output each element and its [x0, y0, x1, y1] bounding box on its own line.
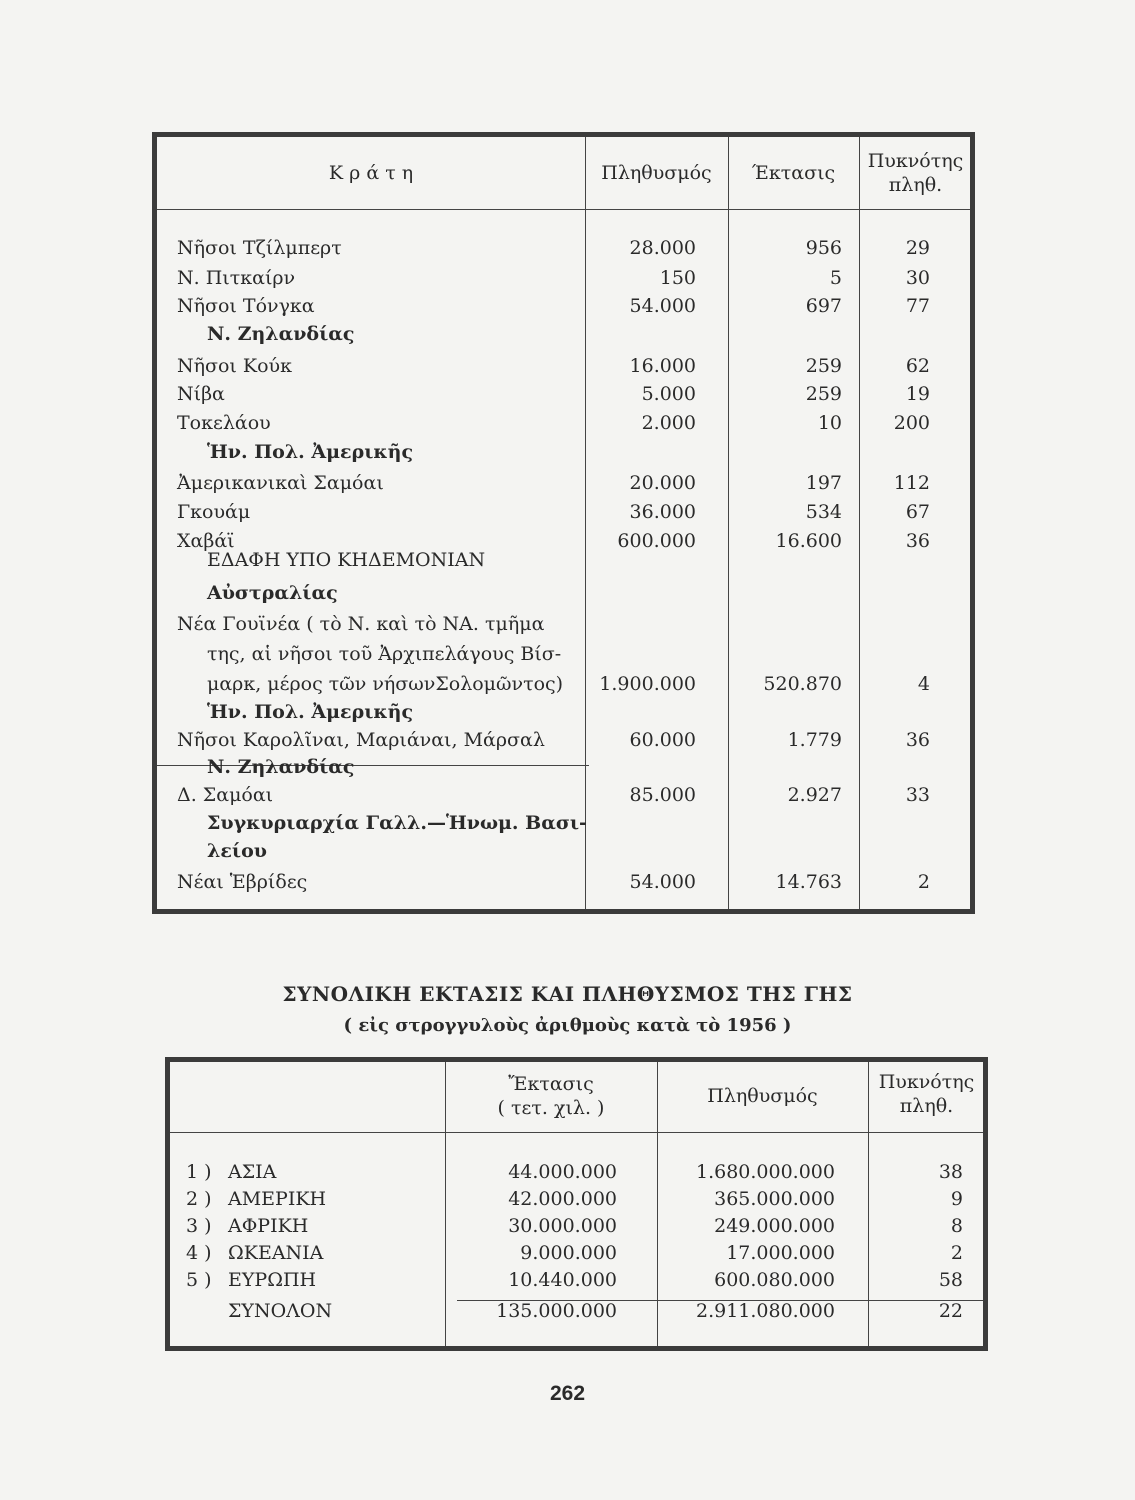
- carolines-name: Νῆσοι Καρολῖναι, Μαριάναι, Μάρσαλ: [177, 729, 545, 751]
- header-density-line1: Πυκνότης: [878, 1071, 975, 1093]
- header-area: [445, 1072, 657, 1120]
- row-population: 600.080.000: [714, 1269, 835, 1291]
- carolines-density: 36: [905, 729, 930, 751]
- row-density: 58: [938, 1269, 963, 1291]
- row-name: Τοκελάου: [177, 412, 271, 434]
- row-population: 2.000: [641, 412, 696, 434]
- row-area: 42.000.000: [508, 1188, 617, 1210]
- row-area: 259: [805, 355, 842, 377]
- row-name: Νῆσοι Κούκ: [177, 355, 292, 377]
- row-density: 2: [950, 1242, 963, 1264]
- row-density: 112: [893, 472, 930, 494]
- world-totals-table: [165, 1057, 988, 1351]
- row-area: 5: [829, 267, 842, 289]
- header-density-line2: πληθ.: [888, 174, 943, 196]
- row-area: 16.600: [775, 530, 842, 552]
- hebrides-name: Νέαι Ἑβρίδες: [177, 871, 308, 893]
- newguinea-area: 520.870: [763, 673, 842, 695]
- header-area-line2: ( τετ. χιλ. ): [497, 1097, 605, 1119]
- newguinea-line2: της, αἱ νῆσοι τοῦ Ἀρχιπελάγους Βίσ-: [207, 643, 562, 665]
- header-density-line2: πληθ.: [899, 1095, 954, 1117]
- total-row: [170, 1298, 983, 1324]
- wsamoa-population: 85.000: [629, 784, 696, 806]
- row-continent: ΑΦΡΙΚΗ: [228, 1215, 309, 1237]
- row-population: 36.000: [629, 501, 696, 523]
- newguinea-line1: Νέα Γουϊνέα ( τὸ Ν. καὶ τὸ ΝΑ. τμῆμα: [177, 613, 545, 635]
- hebrides-population: 54.000: [629, 871, 696, 893]
- row-name: Ν. Ζηλανδίας: [207, 323, 355, 345]
- table-row: [170, 1213, 983, 1239]
- row-number: 1 ): [186, 1161, 212, 1183]
- table-row: [157, 380, 970, 408]
- row-density: 8: [950, 1215, 963, 1237]
- row-density: 67: [905, 501, 930, 523]
- row-area: 9.000.000: [520, 1242, 617, 1264]
- row-population: 1.680.000.000: [695, 1161, 835, 1183]
- table-row: [170, 1186, 983, 1212]
- row-area: 10: [817, 412, 842, 434]
- carolines-area: 1.779: [787, 729, 842, 751]
- header-population: Πληθυσμός: [707, 1085, 818, 1107]
- row-area: 534: [805, 501, 842, 523]
- table-row: [157, 469, 970, 497]
- row-name: Νῆσοι Τζίλμπερτ: [177, 237, 342, 259]
- newguinea-line3: μαρκ, μέρος τῶν νήσωνΣολομῶντος): [207, 673, 564, 695]
- row-population: 600.000: [617, 530, 696, 552]
- row-continent: ΩΚΕΑΝΙΑ: [228, 1242, 324, 1264]
- table-row: [157, 234, 970, 262]
- row-area: 956: [805, 237, 842, 259]
- row-density: 19: [905, 383, 930, 405]
- row-population: 150: [659, 267, 696, 289]
- row-density: 29: [905, 237, 930, 259]
- table-row: [157, 292, 970, 320]
- row-population: 20.000: [629, 472, 696, 494]
- trust-territories-title: ΕΔΑΦΗ ΥΠΟ ΚΗΔΕΜΟΝΙΑΝ: [207, 549, 486, 571]
- row-name: Νίβα: [177, 383, 225, 405]
- row-area: 44.000.000: [508, 1161, 617, 1183]
- row-density: 36: [905, 530, 930, 552]
- table-row: [170, 1159, 983, 1185]
- section-australia: Αὐστραλίας: [207, 582, 338, 604]
- row-number: 4 ): [186, 1242, 212, 1264]
- row-density: 9: [950, 1188, 963, 1210]
- carolines-population: 60.000: [629, 729, 696, 751]
- row-density: 62: [905, 355, 930, 377]
- header-area-line1: Ἔκτασις: [508, 1073, 594, 1095]
- header-density-line1: Πυκνότης: [867, 150, 964, 172]
- header-country: Κ ρ ά τ η: [328, 162, 414, 184]
- header-divider: [170, 1132, 983, 1133]
- row-population: 17.000.000: [726, 1242, 835, 1264]
- total-density: 22: [938, 1300, 963, 1322]
- row-name: Ν. Πιτκαίρν: [177, 267, 296, 289]
- row-continent: ΑΜΕΡΙΚΗ: [228, 1188, 327, 1210]
- row-population: 28.000: [629, 237, 696, 259]
- row-density: 77: [905, 295, 930, 317]
- row-population: 5.000: [641, 383, 696, 405]
- hebrides-density: 2: [917, 871, 930, 893]
- newguinea-population: 1.900.000: [599, 673, 696, 695]
- header-divider: [157, 209, 970, 210]
- row-population: 365.000.000: [714, 1188, 835, 1210]
- section-nz-2: Ν. Ζηλανδίας: [207, 756, 355, 778]
- total-population: 2.911.080.000: [695, 1300, 835, 1322]
- territories-table: [152, 132, 975, 914]
- table-row: [157, 264, 970, 292]
- total-label: ΣΥΝΟΛΟΝ: [228, 1300, 333, 1322]
- table-row: [157, 352, 970, 380]
- table-row: [170, 1240, 983, 1266]
- newguinea-density: 4: [917, 673, 930, 695]
- table-row: [157, 438, 970, 466]
- row-area: 259: [805, 383, 842, 405]
- header-density: [868, 1070, 985, 1118]
- row-name: Γκουάμ: [177, 501, 251, 523]
- table-row: [157, 409, 970, 437]
- wsamoa-area: 2.927: [787, 784, 842, 806]
- row-area: 197: [805, 472, 842, 494]
- row-continent: ΑΣΙΑ: [228, 1161, 277, 1183]
- row-number: 3 ): [186, 1215, 212, 1237]
- row-population: 249.000.000: [714, 1215, 835, 1237]
- header-area: Έκτασις: [751, 162, 836, 184]
- row-name: Χαβάϊ: [177, 530, 235, 552]
- table-row: [170, 1267, 983, 1293]
- table-row: [157, 320, 970, 348]
- row-number: 2 ): [186, 1188, 212, 1210]
- row-continent: ΕΥΡΩΠΗ: [228, 1269, 317, 1291]
- row-name: Ἀμερικανικαὶ Σαμόαι: [177, 472, 384, 494]
- header-density: [859, 149, 972, 197]
- row-density: 30: [905, 267, 930, 289]
- section-usa-2: Ἡν. Πολ. Ἀμερικῆς: [207, 701, 414, 723]
- row-area: 10.440.000: [508, 1269, 617, 1291]
- section-heading: ΣΥΝΟΛΙΚΗ ΕΚΤΑΣΙΣ ΚΑΙ ΠΛΗΘΥΣΜΟΣ ΤΗΣ ΓΗΣ: [282, 982, 853, 1006]
- page-number: 262: [549, 1382, 586, 1405]
- row-name: Νῆσοι Τόνγκα: [177, 295, 315, 317]
- row-density: 200: [893, 412, 930, 434]
- table-row: [157, 498, 970, 526]
- row-density: 38: [938, 1161, 963, 1183]
- condominium-line2: λείου: [207, 840, 267, 862]
- wsamoa-name: Δ. Σαμόαι: [177, 784, 274, 806]
- row-area: 697: [805, 295, 842, 317]
- wsamoa-density: 33: [905, 784, 930, 806]
- section-subheading: ( εἰς στρογγυλοὺς ἀριθμοὺς κατὰ τὸ 1956 ): [343, 1015, 792, 1036]
- header-population: Πληθυσμός: [601, 162, 712, 184]
- row-name: Ἡν. Πολ. Ἀμερικῆς: [207, 441, 414, 463]
- condominium-line1: Συγκυριαρχία Γαλλ.—Ἡνωμ. Βασι-: [207, 812, 587, 834]
- hebrides-area: 14.763: [775, 871, 842, 893]
- total-area: 135.000.000: [496, 1300, 617, 1322]
- row-population: 16.000: [629, 355, 696, 377]
- row-number: 5 ): [186, 1269, 212, 1291]
- row-area: 30.000.000: [508, 1215, 617, 1237]
- row-population: 54.000: [629, 295, 696, 317]
